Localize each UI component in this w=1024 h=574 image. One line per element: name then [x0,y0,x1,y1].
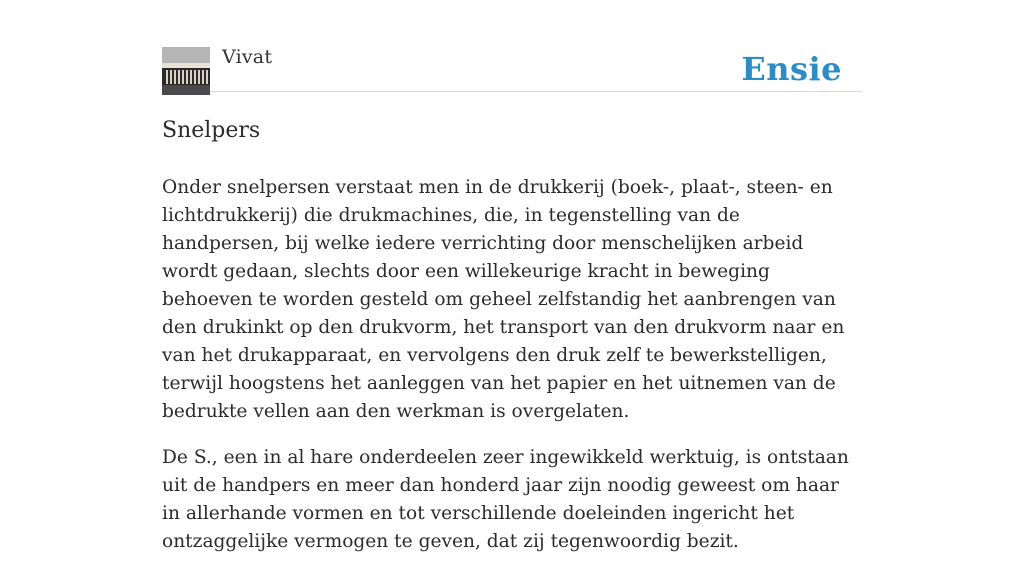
typewriter-avatar-icon [162,47,210,95]
author-avatar[interactable] [162,47,210,95]
article-title: Snelpers [162,118,261,143]
author-name[interactable]: Vivat [222,46,273,68]
header [162,0,862,92]
article-paragraph: Onder snelpersen verstaat men in de drukkerij (boek-, plaat-, steen- en lichtdrukkerij) die drukmachines, die, in tegenstelling van de handpersen, bij welke iedere verrichting door menschelijken arbeid wordt gedaan, slechts door een willekeurige kracht in beweging behoeven te worden gesteld om geheel zelfstandig het aanbrengen van den drukinkt op den drukvorm, het transport van den drukvorm naar en van het drukapparaat, en vervolgens den druk zelf te bewerkstelligen, terwijl hoogstens het aanleggen van het papier en het uitnemen van de bedrukte vellen aan den werkman is overgelaten. [162,177,845,422]
article-paragraph: De S., een in al hare onderdeelen zeer ingewikkeld werktuig, is ontstaan uit de handpers en meer dan honderd jaar zijn noodig geweest om haar in allerhande vormen en tot verschillende doeleinden ingericht het ontzaggelijke vermogen te geven, dat zij tegenwoordig bezit. [162,447,849,552]
brand-logo[interactable]: Ensie [741,50,842,88]
article-body [162,174,862,556]
page-container [162,0,862,574]
